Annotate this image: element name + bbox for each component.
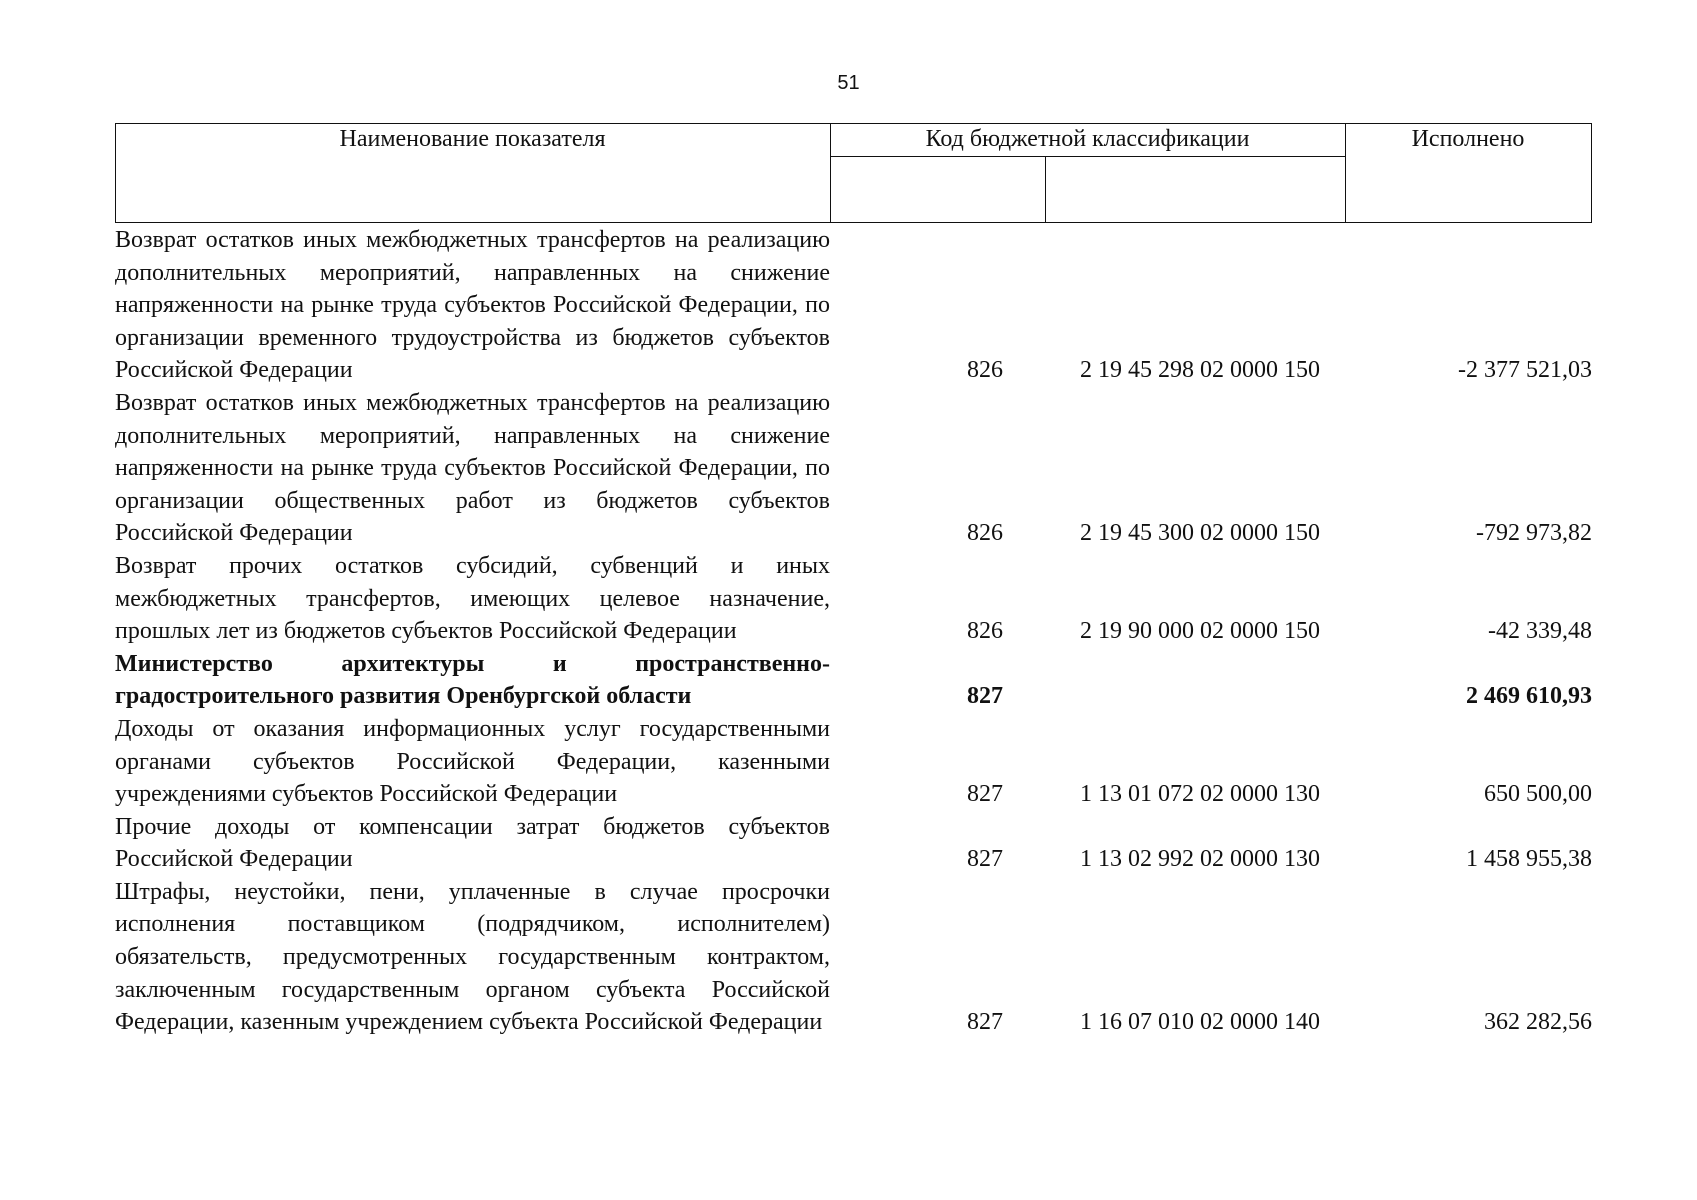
row-amount: -2 377 521,03 [1458, 357, 1592, 384]
row-budget-code: 1 13 02 992 02 0000 130 [1080, 846, 1320, 873]
table-row [115, 550, 1592, 648]
row-admin-code: 826 [967, 520, 1003, 547]
header-executed-label: Исполнено [1411, 126, 1525, 152]
table-body [115, 224, 1592, 1039]
table-row-ministry [115, 648, 1592, 713]
row-budget-code: 2 19 45 298 02 0000 150 [1080, 357, 1320, 384]
row-amount: -792 973,82 [1476, 520, 1592, 547]
row-budget-code: 1 16 07 010 02 0000 140 [1080, 1009, 1320, 1036]
table-header [115, 123, 1592, 223]
row-admin-code: 827 [967, 846, 1003, 873]
row-admin-code: 827 [967, 683, 1003, 710]
table-row [115, 811, 1592, 876]
header-border-bottom [115, 222, 1592, 223]
table-row [115, 387, 1592, 550]
row-budget-code: 2 19 90 000 02 0000 150 [1080, 618, 1320, 645]
page-number: 51 [837, 72, 860, 94]
row-name: Возврат остатков иных межбюджетных трансфертов на реализацию дополнительных мероприятий, направленных на снижение напряженности на рынке труда субъектов Российской Федерации, по организации общественных работ из бюджетов субъектов Российской Федерации [115, 389, 830, 547]
row-name: Министерство архитектуры и пространственно-градостроительного развития Оренбургской области [115, 650, 830, 710]
row-amount: 1 458 955,38 [1466, 846, 1592, 873]
row-admin-code: 826 [967, 357, 1003, 384]
header-name-label: Наименование показателя [339, 126, 606, 152]
row-name: Возврат остатков иных межбюджетных трансфертов на реализацию дополнительных мероприятий, направленных на снижение напряженности на рынке труда субъектов Российской Федерации, по организации временного трудоустройства из бюджетов субъектов Российской Федерации [115, 227, 830, 384]
row-budget-code: 1 13 01 072 02 0000 130 [1080, 781, 1320, 808]
row-name: Штрафы, неустойки, пени, уплаченные в случае просрочки исполнения поставщиком (подрядчиком, исполнителем) обязательств, предусмотренных государственным контрактом, заключенным государственным органом субъекта Российской Федерации, казенным учреждением субъекта Российской Федерации [115, 878, 830, 1036]
row-admin-code: 826 [967, 618, 1003, 645]
row-amount: 650 500,00 [1484, 781, 1592, 808]
row-admin-code: 827 [967, 781, 1003, 808]
header-code-subline [830, 156, 1346, 157]
row-amount: 2 469 610,93 [1466, 683, 1592, 710]
row-amount: -42 339,48 [1488, 618, 1592, 645]
row-name: Доходы от оказания информационных услуг государственными органами субъектов Российской Федерации, казенными учреждениями субъектов Российской Федерации [115, 715, 830, 808]
header-border-top [115, 123, 1592, 124]
header-border-right [1591, 123, 1592, 223]
row-amount: 362 282,56 [1484, 1009, 1592, 1036]
header-code-label: Код бюджетной классификации [925, 126, 1250, 152]
table-row [115, 876, 1592, 1039]
table-row [115, 713, 1592, 811]
row-name: Возврат прочих остатков субсидий, субвенций и иных межбюджетных трансфертов, имеющих целевое назначение, прошлых лет из бюджетов субъектов Российской Федерации [115, 552, 830, 645]
row-budget-code: 2 19 45 300 02 0000 150 [1080, 520, 1320, 547]
row-name: Прочие доходы от компенсации затрат бюджетов субъектов Российской Федерации [115, 813, 830, 873]
row-admin-code: 827 [967, 1009, 1003, 1036]
header-divider-admin [1045, 156, 1046, 223]
table-row [115, 224, 1592, 387]
